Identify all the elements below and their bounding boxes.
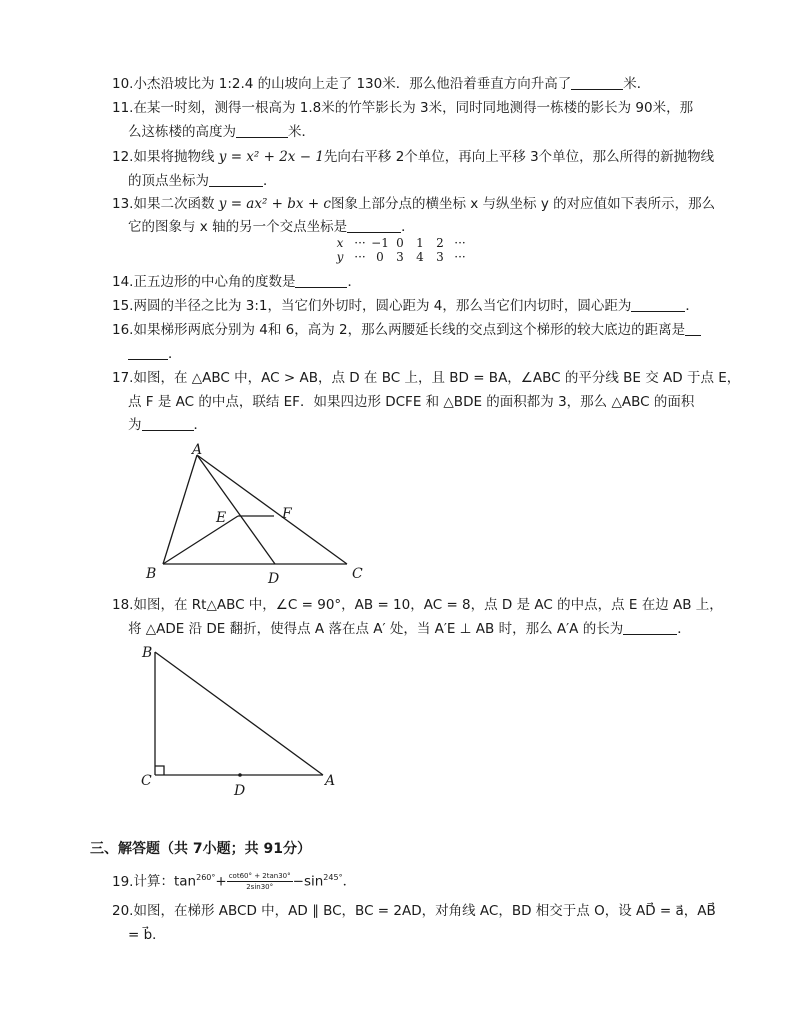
value-table [330,236,470,264]
table-cell: x [336,236,344,250]
math-expression: y = ax² + bx + c [218,196,331,212]
question-12 [112,145,715,169]
math-operator: + [215,873,227,890]
question-15 [112,294,712,318]
table-cell: 2 [436,236,444,250]
question-number: 19. [112,873,134,890]
segment-be [163,516,238,564]
question-text: 如果梯形两底分别为 4和 6，高为 2，那么两腰延长线的交点到这个梯形的较大底边的距离是 [133,322,686,338]
math-text: −sin [292,873,324,890]
fraction-denominator: 2sin30° [246,883,274,891]
right-triangle-figure-18 [135,640,355,805]
exponent: 245° [323,873,343,882]
question-text: 将 △ADE 沿 DE 翻折，使得点 A 落在点 A′ 处，当 A′E ⊥ AB 时，那么 A′A 的长为 [128,621,624,637]
answer-blank[interactable] [347,218,401,233]
question-tail: ． [347,274,361,290]
question-text: 正五边形的中心角的度数是 [133,274,296,290]
question-11 [112,96,712,120]
label-a: A [325,773,336,789]
question-text: 点 F 是 AC 的中点，联结 EF．如果四边形 DCFE 和 △BDE 的面积都为 3，那么 △ABC 的面积 [128,394,695,410]
question-17-line2 [128,390,694,414]
question-text: 图象上部分点的横坐标 x 与纵坐标 y 的对应值如下表所示，那么 [330,196,716,212]
question-tail: 米． [623,76,651,92]
question-number: 20. [112,903,134,919]
question-text: 的顶点坐标为 [128,173,209,189]
question-text: 两圆的半径之比为 3:1，当它们外切时，圆心距为 4，那么当它们内切时，圆心距为 [133,298,632,314]
label-a: A [192,442,203,458]
table-cell: ··· [354,250,366,264]
table-cell: 1 [416,236,424,250]
question-text: 如果将抛物线 [133,149,219,165]
question-number: 14. [112,274,134,290]
table-cell: 0 [396,236,404,250]
question-number: 15. [112,298,134,314]
question-12-line2 [128,169,277,193]
table-cell: ··· [454,236,466,250]
question-tail: ． [263,173,277,189]
question-tail: ． [685,298,699,314]
question-16 [112,318,712,342]
answer-blank[interactable] [571,75,623,90]
question-text: 如图，在梯形 ABCD 中，AD ∥ BC，BC = 2AD，对角线 AC，BD 相交于点 O，设 AD⃗ = a⃗，AB⃗ [133,903,716,919]
answer-blank[interactable] [685,321,701,336]
question-text: 在某一时刻，测得一根高为 1.8米的竹竿影长为 3米，同时同地测得一栋楼的影长为 90米，那 [133,100,694,116]
question-tail: ． [342,873,357,890]
question-17-line3 [128,413,207,437]
answer-blank[interactable] [209,172,263,187]
math-expression: y = x² + 2x − 1 [218,149,324,165]
question-tail: ． [193,417,207,433]
label-b: B [146,566,157,582]
question-16-line2 [128,342,182,366]
question-18 [112,593,723,617]
table-cell: ··· [454,250,466,264]
question-tail: ． [401,219,415,235]
triangle-figure-17 [140,440,380,590]
answer-blank[interactable] [236,123,288,138]
question-tail: ． [168,346,182,362]
segment-ab [163,455,197,564]
segment-ab [155,652,323,775]
label-c: C [352,566,363,582]
question-number: 12. [112,149,134,165]
table-row-x [330,236,470,250]
question-14 [112,270,712,294]
label-d: D [268,571,280,587]
section-heading: 三、解答题（共 7小题；共 91分） [90,841,311,857]
question-11-line2 [128,120,315,144]
question-10 [112,72,712,96]
table-cell: ··· [354,236,366,250]
table-cell: 3 [396,250,404,264]
question-number: 13. [112,196,134,212]
fraction [227,871,293,892]
question-number: 18. [112,597,134,613]
table-cell: −1 [371,236,389,250]
label-d: D [234,783,246,799]
question-text: 如果二次函数 [133,196,219,212]
question-number: 17. [112,370,134,386]
answer-blank[interactable] [142,416,194,431]
point-d [238,773,242,777]
table-row-y [330,250,470,264]
label-f: F [282,506,292,522]
exponent: 260° [196,873,216,882]
table-cell: 4 [416,250,424,264]
question-18-line2 [128,617,691,641]
question-text: 如图，在 △ABC 中，AC > AB，点 D 在 BC 上，且 BD = BA，∠ABC 的平分线 BE 交 AD 于点 E， [133,370,741,386]
question-17 [112,366,741,390]
fraction-numerator: cot60° + 2tan30° [228,872,291,880]
question-number: 16. [112,322,134,338]
question-20-line2 [128,923,166,947]
question-20 [112,899,716,923]
table-cell: 0 [376,250,384,264]
label-c: C [141,773,152,789]
question-19 [112,866,712,894]
table-cell: y [336,250,344,264]
segment-ad [197,455,275,564]
answer-blank[interactable] [631,297,685,312]
answer-blank-continued[interactable] [128,345,168,360]
question-13 [112,192,716,216]
answer-blank[interactable] [623,620,677,635]
question-text: = b⃗． [128,927,166,943]
question-tail: 米． [288,124,315,140]
question-tail: ． [677,621,691,637]
question-text: 先向右平移 2个单位，再向上平移 3个单位，那么所得的新抛物线 [323,149,715,165]
answer-blank[interactable] [295,273,347,288]
question-text: 它的图象与 x 轴的另一个交点坐标是 [128,219,348,235]
math-text: 计算：tan [133,873,197,890]
label-b: B [142,645,153,661]
question-number: 11. [112,100,134,116]
question-text: 么这栋楼的高度为 [128,124,236,140]
question-text: 为 [128,417,142,433]
right-angle-mark [155,766,164,775]
label-e: E [216,510,227,526]
table-cell: 3 [436,250,444,264]
question-text: 小杰沿坡比为 1:2.4 的山坡向上走了 130米．那么他沿着垂直方向升高了 [133,76,572,92]
question-text: 如图，在 Rt△ABC 中，∠C = 90°，AB = 10，AC = 8，点 D 是 AC 的中点，点 E 在边 AB 上， [133,597,723,613]
question-number: 10. [112,76,134,92]
